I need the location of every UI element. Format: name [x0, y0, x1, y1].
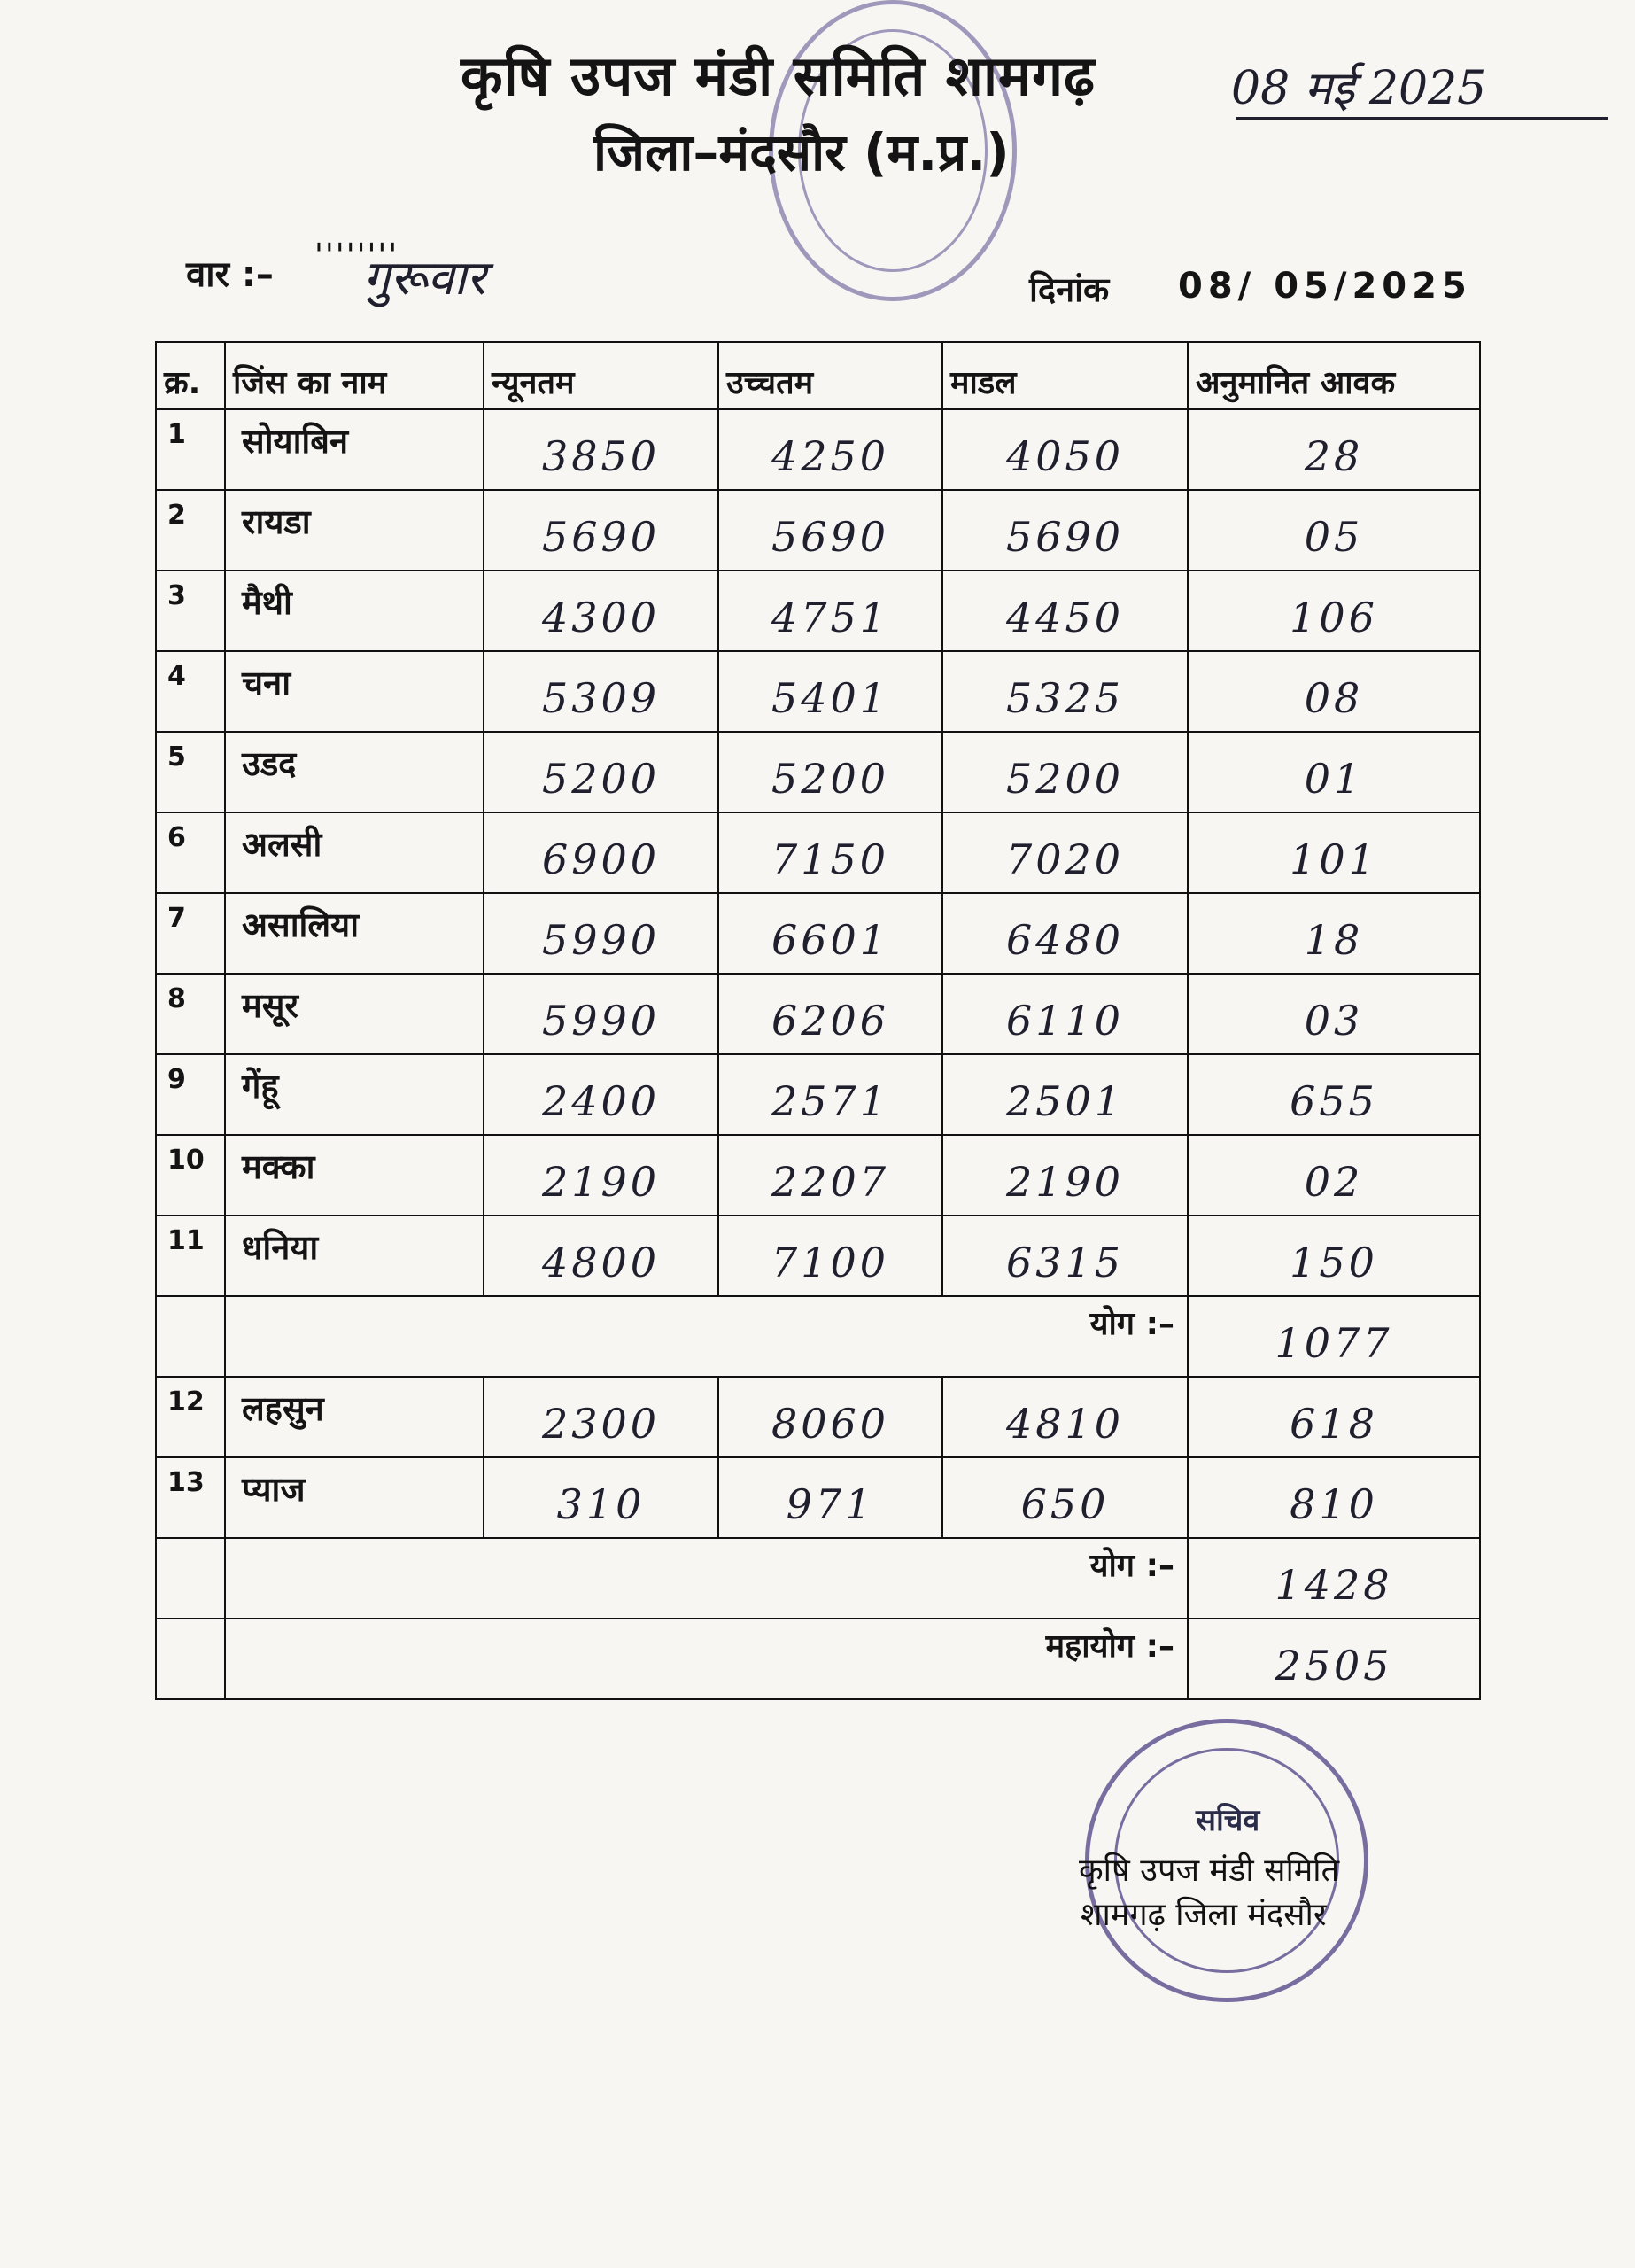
handwritten-date-underline: [1236, 117, 1608, 120]
model-price: 7020: [1005, 835, 1125, 883]
subtotal-row-1: [156, 1296, 1480, 1377]
day-dots: '''''''': [314, 237, 399, 274]
grand-total-value: 2505: [1275, 1642, 1393, 1689]
estimated-arrival-cell: [1188, 893, 1480, 974]
minimum-price: 5990: [541, 997, 661, 1045]
grand-total-label-cell: [225, 1619, 1188, 1699]
estimated-arrival-cell: [1188, 1216, 1480, 1296]
maximum-price: 971: [786, 1480, 875, 1528]
serial-number: 2: [167, 500, 186, 531]
header-minimum: न्यूनतम: [484, 342, 718, 409]
model-price: 2190: [1005, 1158, 1125, 1206]
maximum-price-cell: [718, 571, 942, 651]
maximum-price-cell: [718, 1216, 942, 1296]
maximum-price-cell: [718, 409, 942, 490]
maximum-price: 2207: [771, 1158, 890, 1206]
model-price: 5690: [1005, 513, 1125, 561]
maximum-price-cell: [718, 1377, 942, 1457]
minimum-price-cell: [484, 1377, 718, 1457]
minimum-price: 5990: [541, 916, 661, 964]
serial-number: 12: [167, 1386, 205, 1418]
model-price-cell: [942, 812, 1188, 893]
serial-number: 10: [167, 1145, 205, 1176]
serial-number-cell: [156, 812, 225, 893]
maximum-price: 4751: [771, 594, 890, 641]
subtotal-row-2: [156, 1538, 1480, 1619]
model-price: 4810: [1005, 1400, 1125, 1448]
estimated-arrival: 810: [1290, 1480, 1378, 1528]
estimated-arrival-cell: [1188, 1054, 1480, 1135]
subtotal-2-label-cell: [225, 1538, 1188, 1619]
estimated-arrival-cell: [1188, 651, 1480, 732]
subtotal-1-label: योग :–: [1089, 1306, 1174, 1342]
minimum-price-cell: [484, 1216, 718, 1296]
minimum-price-cell: [484, 1054, 718, 1135]
table-row: [156, 409, 1480, 490]
model-price-cell: [942, 571, 1188, 651]
model-price-cell: [942, 490, 1188, 571]
serial-number-cell: [156, 1054, 225, 1135]
serial-number-cell: [156, 490, 225, 571]
header-estimated-arrival: अनुमानित आवक: [1188, 342, 1480, 409]
minimum-price: 2300: [541, 1400, 661, 1448]
serial-number-cell: [156, 409, 225, 490]
model-price: 5200: [1005, 755, 1125, 803]
table-row: [156, 812, 1480, 893]
maximum-price: 5200: [771, 755, 890, 803]
model-price: 6480: [1005, 916, 1125, 964]
table-row: [156, 1377, 1480, 1457]
table-row: [156, 1216, 1480, 1296]
estimated-arrival-cell: [1188, 732, 1480, 812]
model-price: 6110: [1005, 997, 1125, 1045]
grand-total-value-cell: [1188, 1619, 1480, 1699]
table-row: [156, 974, 1480, 1054]
serial-number: 6: [167, 822, 186, 853]
estimated-arrival: 106: [1290, 594, 1378, 641]
crop-name-cell: [225, 651, 484, 732]
day-value: गुरूवार: [363, 250, 486, 306]
grand-total-serial-cell: [156, 1619, 225, 1699]
maximum-price: 7100: [771, 1239, 890, 1286]
maximum-price-cell: [718, 651, 942, 732]
model-price: 650: [1020, 1480, 1110, 1528]
crop-name-cell: [225, 1135, 484, 1216]
crop-name-cell: [225, 1457, 484, 1538]
minimum-price: 4300: [541, 594, 661, 641]
serial-number: 9: [167, 1064, 186, 1095]
crop-name: लहसुन: [242, 1389, 324, 1428]
estimated-arrival-cell: [1188, 490, 1480, 571]
header-serial: क्र.: [156, 342, 225, 409]
model-price-cell: [942, 1135, 1188, 1216]
model-price: 5325: [1005, 674, 1125, 722]
crop-name-cell: [225, 974, 484, 1054]
maximum-price-cell: [718, 974, 942, 1054]
crop-name-cell: [225, 732, 484, 812]
minimum-price: 4800: [541, 1239, 661, 1286]
estimated-arrival: 655: [1290, 1077, 1378, 1125]
crop-name-cell: [225, 409, 484, 490]
crop-name: अलसी: [242, 825, 322, 864]
model-price: 6315: [1005, 1239, 1125, 1286]
estimated-arrival: 18: [1304, 916, 1364, 964]
estimated-arrival: 03: [1304, 997, 1364, 1045]
crop-name-cell: [225, 490, 484, 571]
estimated-arrival: 01: [1304, 755, 1364, 803]
serial-number: 13: [167, 1467, 205, 1498]
crop-name: चना: [242, 664, 291, 703]
crop-name-cell: [225, 1216, 484, 1296]
maximum-price: 6206: [771, 997, 890, 1045]
table-row: [156, 1054, 1480, 1135]
crop-name: सोयाबिन: [242, 422, 349, 461]
crop-name: असालिया: [242, 905, 360, 944]
minimum-price-cell: [484, 651, 718, 732]
maximum-price-cell: [718, 490, 942, 571]
minimum-price-cell: [484, 812, 718, 893]
maximum-price-cell: [718, 1054, 942, 1135]
model-price-cell: [942, 1054, 1188, 1135]
estimated-arrival: 08: [1304, 674, 1364, 722]
maximum-price: 5690: [771, 513, 890, 561]
day-label: वार :–: [186, 254, 274, 295]
district-title: जिला–मंदसौर (म.प्र.): [593, 122, 1010, 183]
crop-name-cell: [225, 893, 484, 974]
minimum-price-cell: [484, 974, 718, 1054]
model-price-cell: [942, 893, 1188, 974]
header-maximum: उच्चतम: [718, 342, 942, 409]
crop-name-cell: [225, 571, 484, 651]
table-row: [156, 1135, 1480, 1216]
model-price: 4050: [1005, 432, 1125, 480]
maximum-price: 8060: [771, 1400, 890, 1448]
serial-number: 1: [167, 419, 186, 450]
maximum-price: 6601: [771, 916, 890, 964]
model-price-cell: [942, 732, 1188, 812]
serial-number: 7: [167, 903, 186, 934]
maximum-price: 4250: [771, 432, 890, 480]
maximum-price-cell: [718, 812, 942, 893]
table-row: [156, 651, 1480, 732]
maximum-price: 5401: [771, 674, 890, 722]
serial-number: 11: [167, 1225, 205, 1256]
estimated-arrival-cell: [1188, 409, 1480, 490]
crop-name: धनिया: [242, 1228, 319, 1267]
table-row: [156, 893, 1480, 974]
crop-name: मैथी: [242, 583, 292, 622]
serial-number-cell: [156, 651, 225, 732]
model-price-cell: [942, 409, 1188, 490]
header-crop-name: जिंस का नाम: [225, 342, 484, 409]
subtotal-1-serial-cell: [156, 1296, 225, 1377]
subtotal-1-value: 1077: [1275, 1319, 1393, 1367]
serial-number: 5: [167, 742, 186, 773]
table-row: [156, 1457, 1480, 1538]
subtotal-2-value: 1428: [1275, 1561, 1393, 1609]
serial-number-cell: [156, 1457, 225, 1538]
estimated-arrival-cell: [1188, 1135, 1480, 1216]
table-row: [156, 571, 1480, 651]
serial-number-cell: [156, 1135, 225, 1216]
maximum-price-cell: [718, 1457, 942, 1538]
crop-name: उडद: [242, 744, 297, 783]
minimum-price: 310: [556, 1480, 646, 1528]
date-value: 08/ 05/2025: [1178, 266, 1472, 307]
serial-number-cell: [156, 571, 225, 651]
table-row: [156, 490, 1480, 571]
serial-number-cell: [156, 732, 225, 812]
serial-number-cell: [156, 1216, 225, 1296]
minimum-price: 3850: [541, 432, 661, 480]
subtotal-2-serial-cell: [156, 1538, 225, 1619]
table-row: [156, 732, 1480, 812]
serial-number-cell: [156, 974, 225, 1054]
mandi-rate-table: [155, 341, 1481, 1700]
maximum-price-cell: [718, 893, 942, 974]
model-price: 4450: [1005, 594, 1125, 641]
crop-name: मसूर: [242, 986, 298, 1025]
grand-total-row: [156, 1619, 1480, 1699]
crop-name-cell: [225, 1054, 484, 1135]
crop-name: मक्का: [242, 1147, 315, 1186]
maximum-price-cell: [718, 732, 942, 812]
model-price-cell: [942, 1216, 1188, 1296]
model-price-cell: [942, 1457, 1188, 1538]
estimated-arrival: 101: [1290, 835, 1378, 883]
minimum-price-cell: [484, 1135, 718, 1216]
model-price-cell: [942, 651, 1188, 732]
minimum-price: 5309: [541, 674, 661, 722]
maximum-price: 7150: [771, 835, 890, 883]
crop-name: रायडा: [242, 502, 311, 541]
estimated-arrival: 28: [1304, 432, 1364, 480]
maximum-price-cell: [718, 1135, 942, 1216]
serial-number-cell: [156, 1377, 225, 1457]
estimated-arrival-cell: [1188, 812, 1480, 893]
subtotal-1-value-cell: [1188, 1296, 1480, 1377]
table-header-row: [156, 342, 1480, 409]
minimum-price-cell: [484, 409, 718, 490]
minimum-price: 2190: [541, 1158, 661, 1206]
signatory-office-line2: शामगढ़ जिला मंदसौर: [1081, 1897, 1327, 1933]
estimated-arrival: 05: [1304, 513, 1364, 561]
serial-number: 3: [167, 580, 186, 611]
model-price-cell: [942, 974, 1188, 1054]
estimated-arrival: 618: [1290, 1400, 1378, 1448]
minimum-price-cell: [484, 732, 718, 812]
header-model: माडल: [942, 342, 1188, 409]
subtotal-2-label: योग :–: [1089, 1548, 1174, 1584]
estimated-arrival: 150: [1290, 1239, 1378, 1286]
crop-name: प्याज: [242, 1470, 306, 1509]
model-price-cell: [942, 1377, 1188, 1457]
subtotal-1-label-cell: [225, 1296, 1188, 1377]
minimum-price-cell: [484, 1457, 718, 1538]
model-price: 2501: [1005, 1077, 1125, 1125]
minimum-price: 5200: [541, 755, 661, 803]
subtotal-2-value-cell: [1188, 1538, 1480, 1619]
estimated-arrival-cell: [1188, 1457, 1480, 1538]
minimum-price-cell: [484, 893, 718, 974]
serial-number: 8: [167, 983, 186, 1014]
minimum-price-cell: [484, 571, 718, 651]
crop-name: गेंहू: [242, 1067, 279, 1106]
estimated-arrival: 02: [1304, 1158, 1364, 1206]
estimated-arrival-cell: [1188, 571, 1480, 651]
minimum-price: 2400: [541, 1077, 661, 1125]
signatory-role: सचिव: [1196, 1803, 1260, 1838]
minimum-price: 5690: [541, 513, 661, 561]
signatory-office-line1: कृषि उपज मंडी समिति: [1079, 1852, 1340, 1889]
serial-number: 4: [167, 661, 186, 692]
crop-name-cell: [225, 1377, 484, 1457]
minimum-price-cell: [484, 490, 718, 571]
handwritten-date: 08 मई 2025: [1231, 62, 1487, 115]
date-label: दिनांक: [1029, 270, 1110, 309]
estimated-arrival-cell: [1188, 974, 1480, 1054]
grand-total-label: महायोग :–: [1045, 1628, 1174, 1665]
serial-number-cell: [156, 893, 225, 974]
estimated-arrival-cell: [1188, 1377, 1480, 1457]
crop-name-cell: [225, 812, 484, 893]
maximum-price: 2571: [771, 1077, 890, 1125]
minimum-price: 6900: [541, 835, 661, 883]
committee-title: कृषि उपज मंडी समिति शामगढ़: [461, 43, 1096, 108]
